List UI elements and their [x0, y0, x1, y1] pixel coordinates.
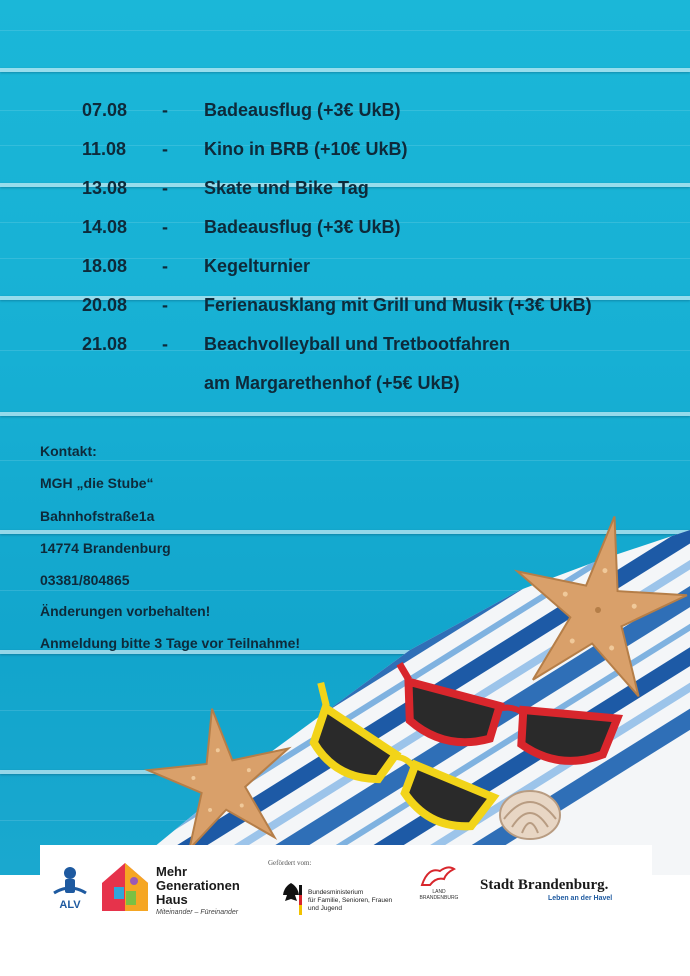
land-line-2: BRANDENBURG [419, 895, 459, 901]
bmfsfj-line-2: für Familie, Senioren, Frauen [308, 897, 393, 904]
schedule-date: 14.08 [82, 217, 128, 237]
schedule-dash: - [162, 334, 168, 354]
mgh-line-3: Haus [156, 892, 188, 907]
contact-city: 14774 Brandenburg [40, 540, 171, 556]
mgh-house-logo [100, 861, 150, 918]
mgh-line-2: Generationen [156, 878, 240, 893]
contact-street: Bahnhofstraße1a [40, 508, 155, 524]
schedule-event: Beachvolleyball und Tretbootfahren [204, 334, 511, 354]
schedule-date: 20.08 [82, 295, 128, 315]
schedule-date: 21.08 [82, 334, 128, 354]
schedule-event: Badeausflug (+3€ UkB) [204, 100, 401, 120]
stadt-brandenburg-tagline: Leben an der Havel [548, 895, 613, 902]
bmfsfj-line-1: Bundesministerium [308, 889, 364, 896]
mgh-tagline: Miteinander – Füreinander [156, 909, 239, 916]
alv-logo [50, 863, 90, 916]
schedule-dash: - [162, 100, 168, 120]
funded-by-label: Gefördert vom: [268, 859, 312, 867]
land-line-1: LAND [432, 889, 446, 895]
bmfsfj-line-3: und Jugend [308, 905, 342, 912]
seashell-icon [500, 791, 560, 839]
schedule-event: Ferienausklang mit Grill und Musik (+3€ UkB) [204, 295, 592, 315]
contact-note-changes: Änderungen vorbehalten! [40, 603, 211, 619]
contact-heading: Kontakt: [40, 443, 97, 459]
schedule-dash: - [162, 217, 168, 237]
schedule-event: Kegelturnier [204, 256, 311, 276]
schedule-dash: - [162, 139, 168, 159]
schedule-event: am Margarethenhof (+5€ UkB) [204, 373, 460, 393]
contact-note-registration: Anmeldung bitte 3 Tage vor Teilnahme! [40, 635, 301, 651]
schedule-date: 07.08 [82, 100, 128, 120]
contact-phone: 03381/804865 [40, 572, 130, 588]
contact-org: MGH „die Stube“ [40, 475, 154, 491]
schedule-date: 11.08 [82, 139, 127, 159]
schedule-event: Badeausflug (+3€ UkB) [204, 217, 401, 237]
schedule-dash: - [162, 178, 168, 198]
schedule-date: 13.08 [82, 178, 128, 198]
schedule-dash: - [162, 295, 168, 315]
mgh-line-1: Mehr [156, 864, 188, 879]
bmfsfj-text [308, 889, 428, 913]
footer-logos [40, 845, 652, 923]
schedule-date: 18.08 [82, 256, 128, 276]
schedule-event: Kino in BRB (+10€ UkB) [204, 139, 408, 159]
schedule-dash: - [162, 256, 168, 276]
stadt-brandenburg-logo: Stadt Brandenburg. [480, 877, 609, 893]
federal-eagle-logo [280, 879, 302, 924]
mgh-text [156, 865, 240, 916]
land-brandenburg-text [414, 889, 464, 901]
schedule-event: Skate und Bike Tag [204, 178, 369, 198]
alv-logo-text: ALV [59, 899, 81, 911]
